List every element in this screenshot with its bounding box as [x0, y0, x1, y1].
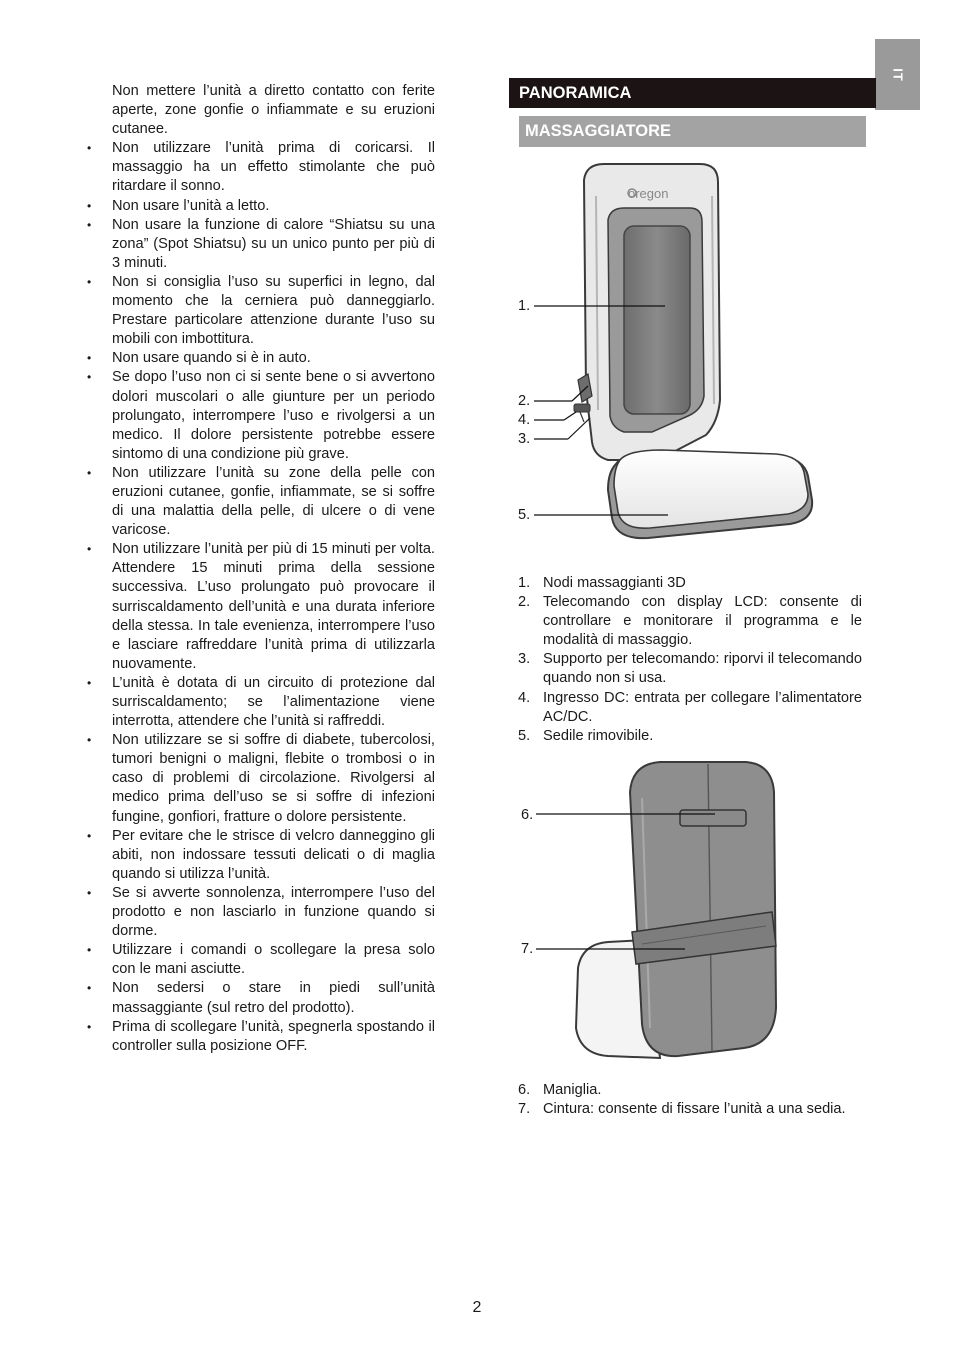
list-item: • Se si avverte sonnolenza, interrompere l’uso del prodotto e non lasciarlo in funzione quando si dorme.	[87, 884, 435, 941]
safety-instructions	[87, 82, 435, 1056]
back-legend	[518, 1081, 888, 1119]
list-item: • Utilizzare i comandi o scollegare la presa solo con le mani asciutte.	[87, 941, 435, 979]
legend-number: 1.	[518, 575, 531, 591]
list-item: • Non sedersi o stare in piedi sull’unità massaggiante (sul retro del prodotto).	[87, 979, 435, 1017]
legend-text: Telecomando con display LCD: consente di controllare e monitorare il programma e le modalità di massaggio.	[543, 594, 862, 649]
legend-number: 7.	[518, 1101, 531, 1118]
page-number: 2	[472, 1299, 482, 1316]
legend-item	[518, 593, 862, 650]
list-item: • Se dopo l’uso non ci si sente bene o si avvertono dolori muscolari o alle giunture per un periodo prolungato, interrompere l’uso e rivolgersi a un medico. Il dolore persistente potrebbe essere sintomo di una condizione più grave.	[87, 368, 435, 463]
callout-6: 6.	[521, 807, 534, 823]
legend-text: Supporto per telecomando: riporvi il telecomando quando non si usa.	[543, 651, 862, 687]
legend-text: Ingresso DC: entrata per collegare l’alimentatore AC/DC.	[543, 689, 862, 725]
front-callout-lines	[510, 290, 680, 530]
legend-text: Cintura: consente di fissare l’unità a una sedia.	[543, 1101, 846, 1118]
safety-list	[87, 139, 435, 1056]
callout-7: 7.	[521, 941, 534, 957]
legend-number: 3.	[518, 651, 531, 668]
language-tab-label: IT	[890, 68, 905, 82]
back-callout-lines	[510, 800, 750, 960]
list-item: • Non usare la funzione di calore “Shiatsu su una zona” (Spot Shiatsu) su un unico punto per più di 3 minuti.	[87, 216, 435, 273]
list-item: • Non usare quando si è in auto.	[87, 349, 435, 368]
list-item: • Per evitare che le strisce di velcro danneggino gli abiti, non indossare tessuti delicati o di maglia quando si utilizza l’unità.	[87, 827, 435, 884]
legend-item	[518, 1100, 888, 1119]
legend-item	[518, 574, 862, 593]
callout-1: 1.	[518, 298, 531, 314]
legend-number: 2.	[518, 594, 531, 611]
legend-number: 4.	[518, 689, 531, 706]
list-item: • Non usare l’unità a letto.	[87, 197, 435, 216]
brand-logo: oregon	[628, 186, 669, 201]
language-tab	[875, 39, 920, 110]
callout-5: 5.	[518, 507, 531, 523]
intro-paragraph: Non mettere l’unità a diretto contatto con ferite aperte, zone gonfie o infiammate e su eruzioni cutanee.	[112, 83, 435, 138]
list-item: • Non utilizzare l’unità prima di coricarsi. Il massaggio ha un effetto stimolante che può ritardare il sonno.	[87, 139, 435, 196]
list-item: • Non si consiglia l’uso su superfici in legno, dal momento che la cerniera può danneggiarlo. Prestare particolare attenzione durante l’uso su mobili con imbottitura.	[87, 273, 435, 349]
legend-text: Maniglia.	[543, 1082, 602, 1098]
legend-item	[518, 650, 862, 688]
legend-text: Sedile rimovibile.	[543, 727, 654, 744]
section-title: PANORAMICA	[509, 78, 876, 108]
list-item: • Non utilizzare l’unità per più di 15 minuti per volta. Attendere 15 minuti prima della sessione successiva. L’uso prolungato può provocare il surriscaldamento dell’unità e una durata inferiore della stessa. In tale evenienza, interrompere l’uso e lasciare raffreddare l’unità prima di utilizzarla nuovamente.	[87, 540, 435, 674]
legend-item	[518, 727, 862, 746]
list-item: • Prima di scollegare l’unità, spegnerla spostando il controller sulla posizione OFF.	[87, 1018, 435, 1056]
legend-item	[518, 1081, 888, 1100]
legend-item	[518, 689, 862, 727]
list-item: • L’unità è dotata di un circuito di protezione dal surriscaldamento; se l’alimentazione viene interrotta, attendere che l’unità si raffreddi.	[87, 674, 435, 731]
callout-2: 2.	[518, 393, 531, 409]
list-item: • Non utilizzare se si soffre di diabete, tubercolosi, tumori benigni o maligni, flebite o trombosi o in caso di problemi di circolazione. Rivolgersi al medico prima dell’uso se si soffre di infezioni fungine, gonfiori, fratture o dolore persistente.	[87, 731, 435, 826]
subsection-title: MASSAGGIATORE	[519, 116, 866, 147]
legend-text: Nodi massaggianti 3D	[543, 575, 686, 591]
legend-number: 6.	[518, 1082, 531, 1098]
legend-number: 5.	[518, 727, 531, 744]
callout-4: 4.	[518, 412, 531, 428]
callout-3: 3.	[518, 431, 531, 447]
list-item: • Non utilizzare l’unità su zone della pelle con eruzioni cutanee, gonfie, infiammate, se si soffre di una malattia della pelle, di ulcere o di vene varicose.	[87, 464, 435, 540]
front-legend	[518, 574, 862, 746]
